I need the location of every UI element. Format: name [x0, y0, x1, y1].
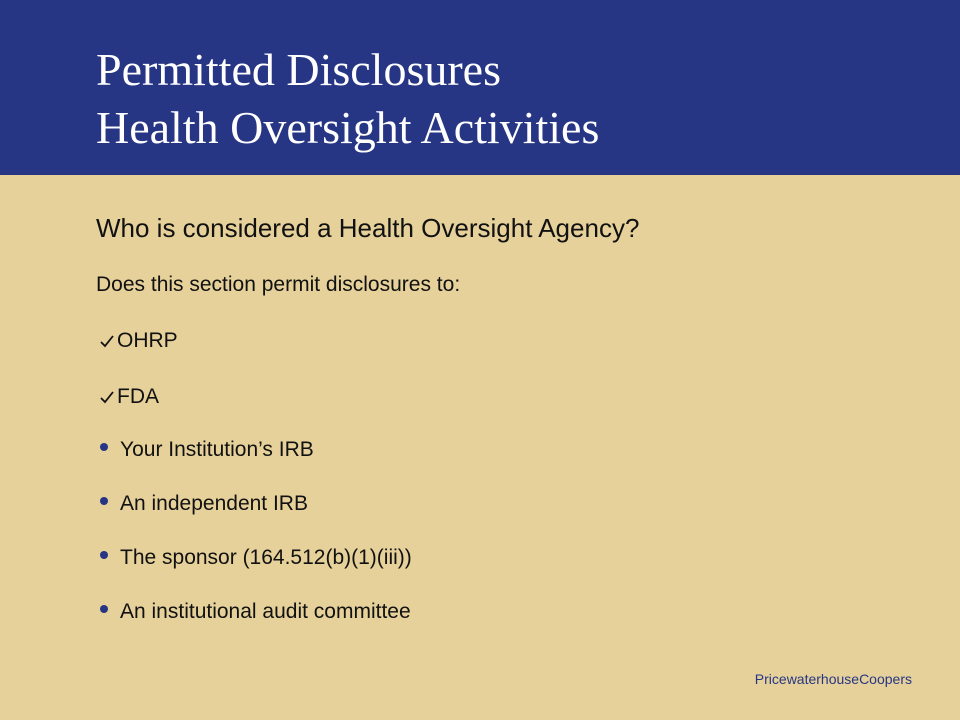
bullet-item-label: Your Institution’s IRB: [120, 438, 314, 461]
title-banner: [0, 0, 960, 175]
slide-title-line-1: Permitted Disclosures: [96, 44, 501, 95]
footer-brand: PricewaterhouseCoopers: [754, 671, 912, 687]
checkmark-icon: [100, 382, 114, 412]
question-heading: Who is considered a Health Oversight Agency?: [96, 213, 640, 243]
intro-text: Does this section permit disclosures to:: [96, 273, 461, 296]
checked-item-label: FDA: [117, 385, 159, 408]
bullet-icon: [100, 551, 108, 559]
bullet-icon: [100, 443, 108, 451]
checkmark-icon: [100, 326, 114, 356]
slide-title-line-2: Health Oversight Activities: [96, 102, 600, 153]
bullet-item-label: An independent IRB: [120, 492, 308, 515]
checked-item-label: OHRP: [117, 329, 178, 352]
bullet-icon: [100, 605, 108, 613]
bullet-icon: [100, 497, 108, 505]
bullet-item-label: The sponsor (164.512(b)(1)(iii)): [120, 546, 412, 569]
bullet-item-label: An institutional audit committee: [120, 600, 411, 623]
